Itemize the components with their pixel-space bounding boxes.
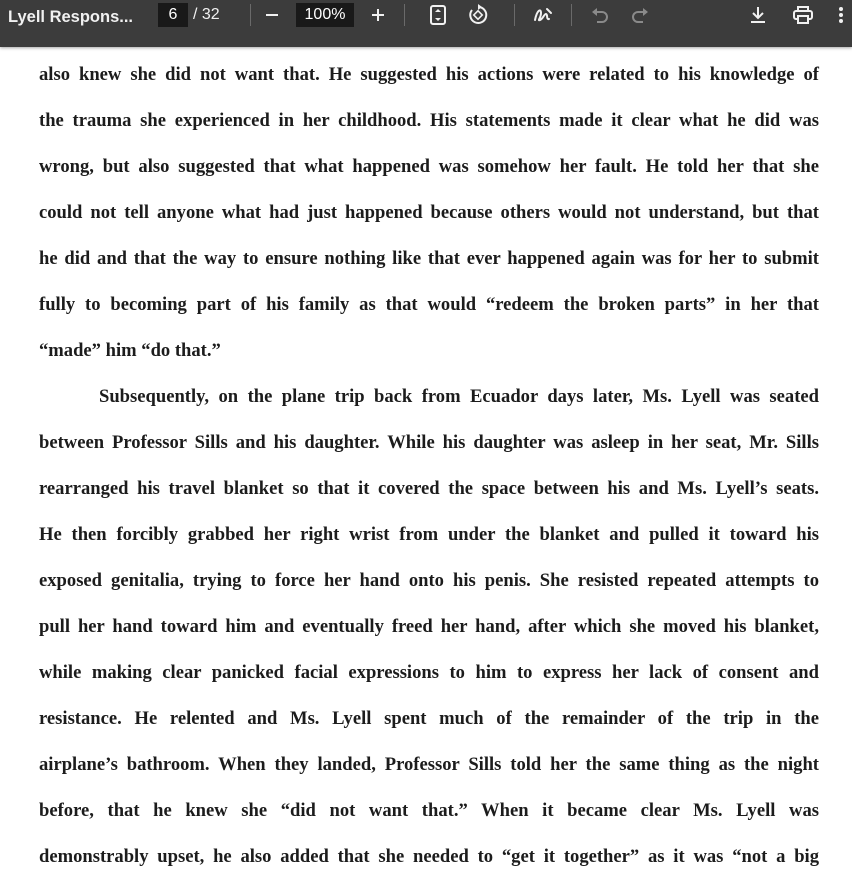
text-line: the trauma she experienced in her childhood. His statements made it clear what he did was <box>39 110 819 131</box>
text-line: could not tell anyone what had just happened because others would not understand, but that <box>39 202 819 223</box>
undo-button[interactable] <box>585 0 615 30</box>
print-button[interactable] <box>788 0 818 30</box>
zoom-level-input[interactable]: 100% <box>296 3 354 27</box>
pdf-page <box>0 47 852 885</box>
rotate-icon <box>467 4 489 26</box>
minus-icon <box>265 8 279 22</box>
undo-icon <box>591 7 609 23</box>
more-vert-icon <box>839 7 843 23</box>
print-icon <box>793 6 813 24</box>
text-line: wrong, but also suggested that what happened was somehow her fault. He told her that she <box>39 156 819 177</box>
fit-page-button[interactable] <box>423 0 453 30</box>
text-line: he did and that the way to ensure nothing like that ever happened again was for her to submit <box>39 248 819 269</box>
document-title: Lyell Respons... <box>8 8 134 26</box>
zoom-out-button[interactable] <box>257 0 287 30</box>
page-number-input[interactable]: 6 <box>158 3 188 27</box>
pen-icon <box>532 5 554 25</box>
text-line: He then forcibly grabbed her right wrist from under the blanket and pulled it toward his <box>39 524 819 545</box>
redo-icon <box>631 7 649 23</box>
text-line: resistance. He relented and Ms. Lyell spent much of the remainder of the trip in the <box>39 708 819 729</box>
fit-page-icon <box>429 5 447 25</box>
toolbar-divider <box>404 4 405 26</box>
download-button[interactable] <box>743 0 773 30</box>
text-line: while making clear panicked facial expressions to him to express her lack of consent and <box>39 662 819 683</box>
toolbar-divider <box>514 4 515 26</box>
plus-icon <box>371 8 385 22</box>
redo-button[interactable] <box>625 0 655 30</box>
download-icon <box>749 6 767 24</box>
annotate-button[interactable] <box>528 0 558 30</box>
zoom-in-button[interactable] <box>363 0 393 30</box>
text-line: airplane’s bathroom. When they landed, Professor Sills told her the same thing as the night <box>39 754 819 775</box>
page-total: / 32 <box>193 6 220 23</box>
text-line: before, that he knew she “did not want that.” When it became clear Ms. Lyell was <box>39 800 819 821</box>
text-line: pull her hand toward him and eventually freed her hand, after which she moved his blanket, <box>39 616 819 637</box>
rotate-button[interactable] <box>463 0 493 30</box>
text-line: exposed genitalia, trying to force her hand onto his penis. She resisted repeated attempts to <box>39 570 819 591</box>
toolbar-divider <box>250 4 251 26</box>
text-line: “made” him “do that.” <box>39 340 221 361</box>
toolbar-divider <box>571 4 572 26</box>
text-line: demonstrably upset, he also added that she needed to “get it together” as it was “not a big <box>39 846 819 867</box>
text-line: also knew she did not want that. He suggested his actions were related to his knowledge of <box>39 64 819 85</box>
more-options-button[interactable] <box>830 0 852 30</box>
text-line: fully to becoming part of his family as that would “redeem the broken parts” in her that <box>39 294 819 315</box>
text-line: Subsequently, on the plane trip back from Ecuador days later, Ms. Lyell was seated <box>99 386 819 407</box>
text-line: between Professor Sills and his daughter. While his daughter was asleep in her seat, Mr. Sills <box>39 432 819 453</box>
pdf-toolbar <box>0 0 852 47</box>
text-line: rearranged his travel blanket so that it covered the space between his and Ms. Lyell’s seats. <box>39 478 819 499</box>
